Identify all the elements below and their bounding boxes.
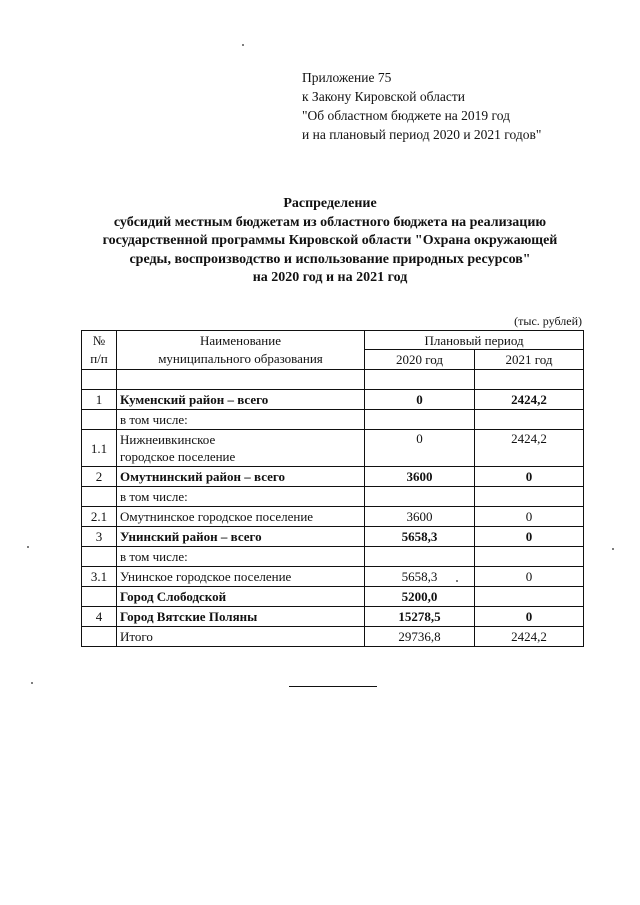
title-line: субсидий местным бюджетам из областного бюджета на реализацию (113, 214, 547, 230)
row-number: 1 (82, 390, 117, 410)
row-number (82, 410, 117, 430)
row-name: Город Вятские Поляны (117, 607, 365, 627)
appendix-line: "Об областном бюджете на 2019 год (302, 108, 510, 123)
row-number (82, 627, 117, 647)
row-value-2020: 5658,3 (365, 567, 475, 587)
row-number: 3 (82, 527, 117, 547)
row-number (82, 487, 117, 507)
table-cell (82, 370, 117, 390)
closing-rule (289, 686, 377, 687)
title-line: государственной программы Кировской области "Охрана окружающей (102, 233, 558, 248)
header-name (117, 331, 365, 370)
row-value-2021 (475, 587, 584, 607)
row-name: в том числе: (117, 547, 365, 567)
table-row (82, 430, 584, 467)
row-value-2021 (475, 487, 584, 507)
scan-speck (456, 580, 458, 582)
table-row (82, 527, 584, 547)
row-value-2020 (365, 547, 475, 567)
table-spacer-row (82, 370, 584, 390)
row-value-2020: 5658,3 (365, 527, 475, 547)
scan-speck (612, 548, 614, 550)
row-value-2021 (475, 547, 584, 567)
table-cell (117, 370, 365, 390)
row-value-2021: 2424,2 (475, 390, 584, 410)
row-value-2020 (365, 410, 475, 430)
row-number: 2 (82, 467, 117, 487)
table-cell (475, 370, 584, 390)
header-period: Плановый период (365, 331, 584, 350)
scan-speck (27, 546, 29, 548)
scan-speck (242, 44, 244, 46)
units-label: (тыс. рублей) (514, 314, 582, 328)
header-name-line1: Наименование (200, 333, 281, 348)
row-name-line2: городское поселение (120, 449, 236, 464)
header-number-line1: № (92, 333, 106, 348)
row-number: 1.1 (82, 430, 117, 467)
row-value-2020: 5200,0 (365, 587, 475, 607)
row-number: 3.1 (82, 567, 117, 587)
appendix-line: Приложение 75 (302, 70, 392, 85)
row-value-2021: 2424,2 (475, 627, 584, 647)
appendix-line: и на плановый период 2020 и 2021 годов" (302, 127, 542, 142)
row-name: в том числе: (117, 487, 365, 507)
distribution-table (81, 330, 584, 647)
row-value-2020: 3600 (365, 467, 475, 487)
header-year-2021: 2021 год (475, 350, 584, 370)
row-value-2021: 0 (475, 467, 584, 487)
appendix-header (302, 68, 541, 144)
row-value-2020: 3600 (365, 507, 475, 527)
row-name: Омутнинский район – всего (117, 467, 365, 487)
title-line: на 2020 год и на 2021 год (252, 270, 408, 285)
table-row (82, 567, 584, 587)
row-value-2020: 29736,8 (365, 627, 475, 647)
row-value-2021: 0 (475, 527, 584, 547)
table-row (82, 467, 584, 487)
row-name: Омутнинское городское поселение (117, 507, 365, 527)
row-value-2021: 0 (475, 507, 584, 527)
row-number (82, 587, 117, 607)
row-value-2021 (475, 410, 584, 430)
table-row (82, 587, 584, 607)
row-value-2021: 2424,2 (475, 430, 584, 467)
document-title (40, 195, 620, 288)
table-header-row (82, 331, 584, 350)
row-value-2021: 0 (475, 607, 584, 627)
row-number (82, 547, 117, 567)
row-name: Унинское городское поселение (117, 567, 365, 587)
row-name: Итого (117, 627, 365, 647)
row-name: Город Слободской (117, 587, 365, 607)
row-value-2020: 0 (365, 390, 475, 410)
appendix-line: к Закону Кировской области (302, 89, 466, 104)
row-value-2021: 0 (475, 567, 584, 587)
title-line: среды, воспроизводство и использование природных ресурсов" (129, 251, 531, 267)
row-number: 4 (82, 607, 117, 627)
header-number (82, 331, 117, 370)
table-row (82, 547, 584, 567)
header-year-2020: 2020 год (365, 350, 475, 370)
row-value-2020: 15278,5 (365, 607, 475, 627)
table-row (82, 390, 584, 410)
row-value-2020: 0 (365, 430, 475, 467)
header-number-line2: п/п (90, 351, 108, 366)
row-name: в том числе: (117, 410, 365, 430)
table-row (82, 410, 584, 430)
table-row (82, 607, 584, 627)
scan-speck (31, 682, 33, 684)
row-name: Куменский район – всего (117, 390, 365, 410)
table-row-total (82, 627, 584, 647)
title-line: Распределение (283, 196, 377, 211)
header-name-line2: муниципального образования (158, 351, 323, 366)
row-number: 2.1 (82, 507, 117, 527)
row-value-2020 (365, 487, 475, 507)
row-name-line1: Нижнеивкинское (120, 432, 216, 447)
table-row (82, 507, 584, 527)
table-row (82, 487, 584, 507)
row-name (117, 430, 365, 467)
row-name: Унинский район – всего (117, 527, 365, 547)
table-cell (365, 370, 475, 390)
